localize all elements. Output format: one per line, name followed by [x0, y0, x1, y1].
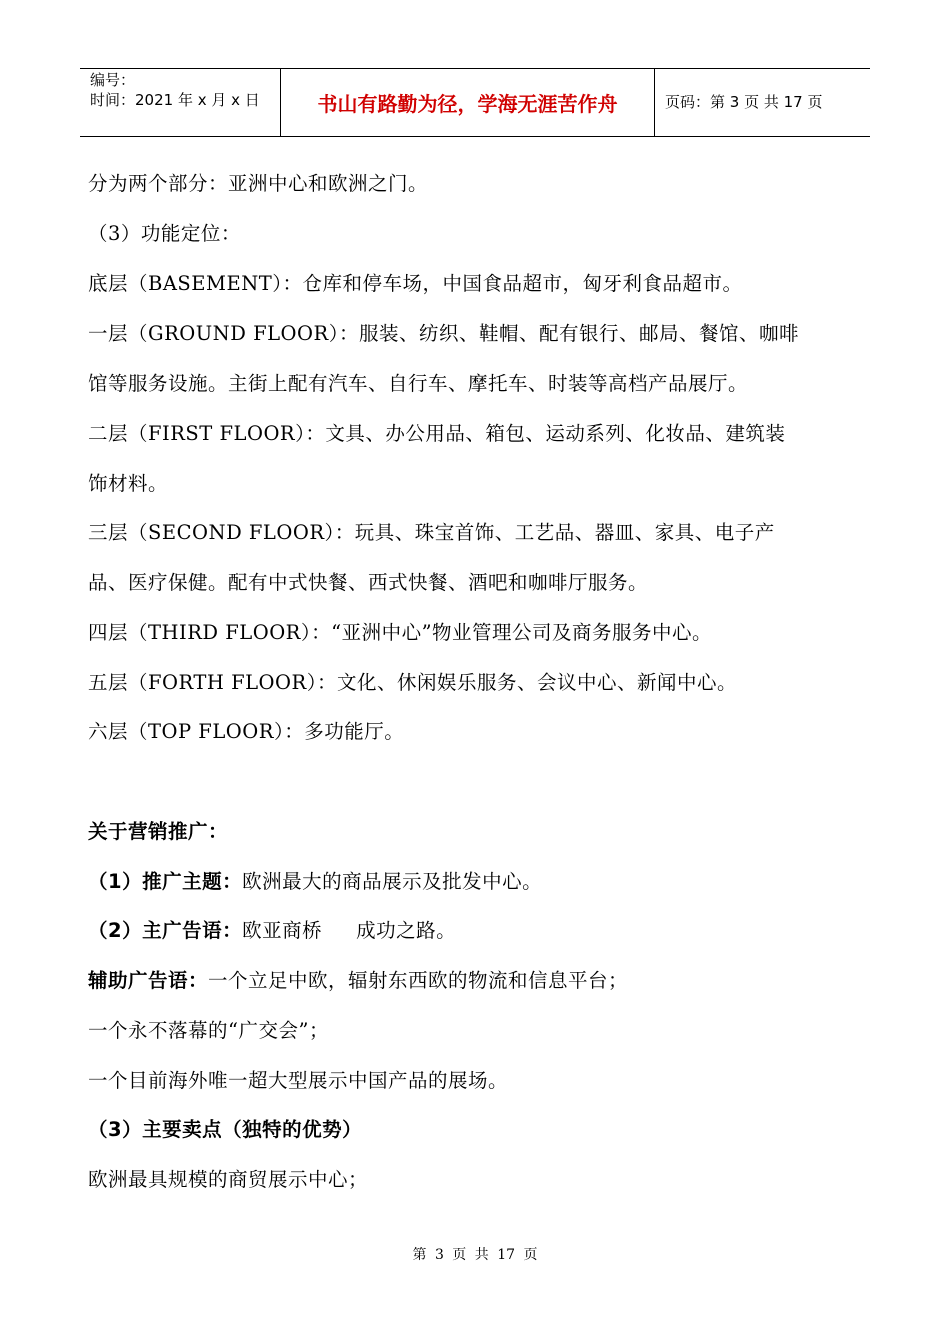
floor-ground-continued: 馆等服务设施。主街上配有汽车、自行车、摩托车、时装等高档产品展厅。	[88, 372, 749, 395]
page-header	[80, 68, 870, 137]
document-number-label: 编号：	[90, 71, 136, 89]
floor-first-continued: 饰材料。	[88, 472, 169, 495]
header-page-cell	[655, 69, 870, 136]
aux-slogan-3: 一个目前海外唯一超大型展示中国产品的展场。	[88, 1069, 509, 1092]
floor-third: 四层（THIRD FLOOR）：“亚洲中心”物业管理公司及商务服务中心。	[88, 621, 713, 644]
aux-slogan-text: 一个立足中欧，辐射东西欧的物流和信息平台；	[208, 969, 629, 992]
aux-slogan-2: 一个永不落幕的“广交会”；	[88, 1019, 329, 1042]
promo-heading: 关于营销推广：	[88, 820, 229, 843]
paragraph-line: 分为两个部分：亚洲中心和欧洲之门。	[88, 172, 429, 195]
floor-first: 二层（FIRST FLOOR）：文具、办公用品、箱包、运动系列、化妆品、建筑装	[88, 422, 786, 445]
aux-slogan-line	[88, 967, 628, 995]
promo-slogan-line	[88, 917, 456, 945]
header-motto: 书山有路勤为径，学海无涯苦作舟	[317, 92, 618, 116]
promo-slogan-text-b: 成功之路。	[356, 919, 457, 942]
header-page-number: 页码：第 3 页 共 17 页	[665, 93, 823, 111]
selling-points-heading: （3）主要卖点（独特的优势）	[88, 1118, 363, 1141]
promo-theme-text: 欧洲最大的商品展示及批发中心。	[242, 870, 543, 893]
header-info-cell	[80, 69, 281, 136]
floor-second: 三层（SECOND FLOOR）：玩具、珠宝首饰、工艺品、器皿、家具、电子产	[88, 521, 775, 544]
floor-fourth: 五层（FORTH FLOOR）：文化、休闲娱乐服务、会议中心、新闻中心。	[88, 671, 737, 694]
promo-slogan-text-a: 欧亚商桥	[242, 919, 323, 942]
aux-slogan-label: 辅助广告语：	[88, 969, 209, 992]
floor-top: 六层（TOP FLOOR）：多功能厅。	[88, 720, 405, 743]
promo-slogan-label: （2）主广告语：	[88, 919, 243, 942]
floor-basement: 底层（BASEMENT）：仓库和停车场，中国食品超市，匈牙利食品超市。	[88, 272, 743, 295]
selling-point-1: 欧洲最具规模的商贸展示中心；	[88, 1168, 369, 1191]
page-footer: 第 3 页 共 17 页	[412, 1247, 538, 1263]
document-date-label: 时间：2021 年 x 月 x 日	[90, 91, 260, 109]
promo-theme-line	[88, 868, 542, 896]
floor-second-continued: 品、医疗保健。配有中式快餐、西式快餐、酒吧和咖啡厅服务。	[88, 571, 649, 594]
floor-ground: 一层（GROUND FLOOR）：服装、纺织、鞋帽、配有银行、邮局、餐馆、咖啡	[88, 322, 799, 345]
section-heading-positioning: （3）功能定位：	[88, 222, 241, 245]
promo-theme-label: （1）推广主题：	[88, 870, 243, 893]
header-motto-cell	[281, 69, 655, 136]
